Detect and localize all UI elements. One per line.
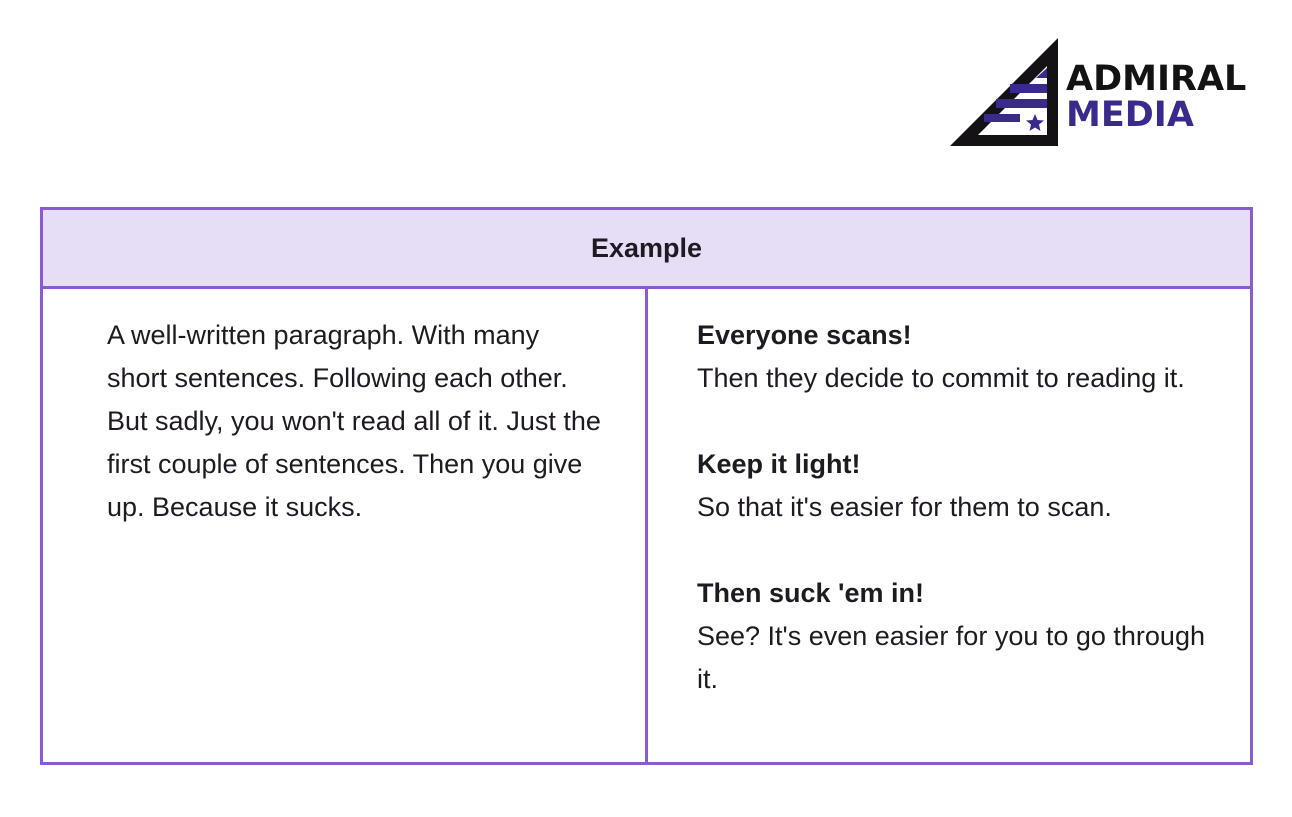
text-block	[697, 572, 1219, 701]
block-title: Then suck 'em in!	[697, 578, 924, 608]
text-block	[697, 443, 1219, 529]
scannable-blocks	[649, 290, 1249, 701]
left-cell	[42, 288, 647, 764]
logo-wordmark-admiral: ADMIRAL	[1066, 59, 1247, 99]
table-header: Example	[42, 209, 1252, 288]
logo-wordmark-media: MEDIA	[1066, 95, 1194, 135]
block-title: Keep it light!	[697, 449, 861, 479]
block-body: Then they decide to commit to reading it.	[697, 363, 1185, 393]
block-body: So that it's easier for them to scan.	[697, 492, 1112, 522]
text-block	[697, 314, 1219, 400]
block-title: Everyone scans!	[697, 320, 912, 350]
right-cell	[647, 288, 1252, 764]
sail-flag-logo-icon	[948, 36, 1064, 148]
block-body: See? It's even easier for you to go through it.	[697, 621, 1205, 694]
example-table	[40, 207, 1253, 765]
brand-logo	[948, 36, 1248, 148]
long-paragraph: A well-written paragraph. With many short sentences. Following each other. But sadly, you won't read all of it. Just the first couple of sentences. Then you give up. Because it sucks.	[107, 320, 601, 522]
